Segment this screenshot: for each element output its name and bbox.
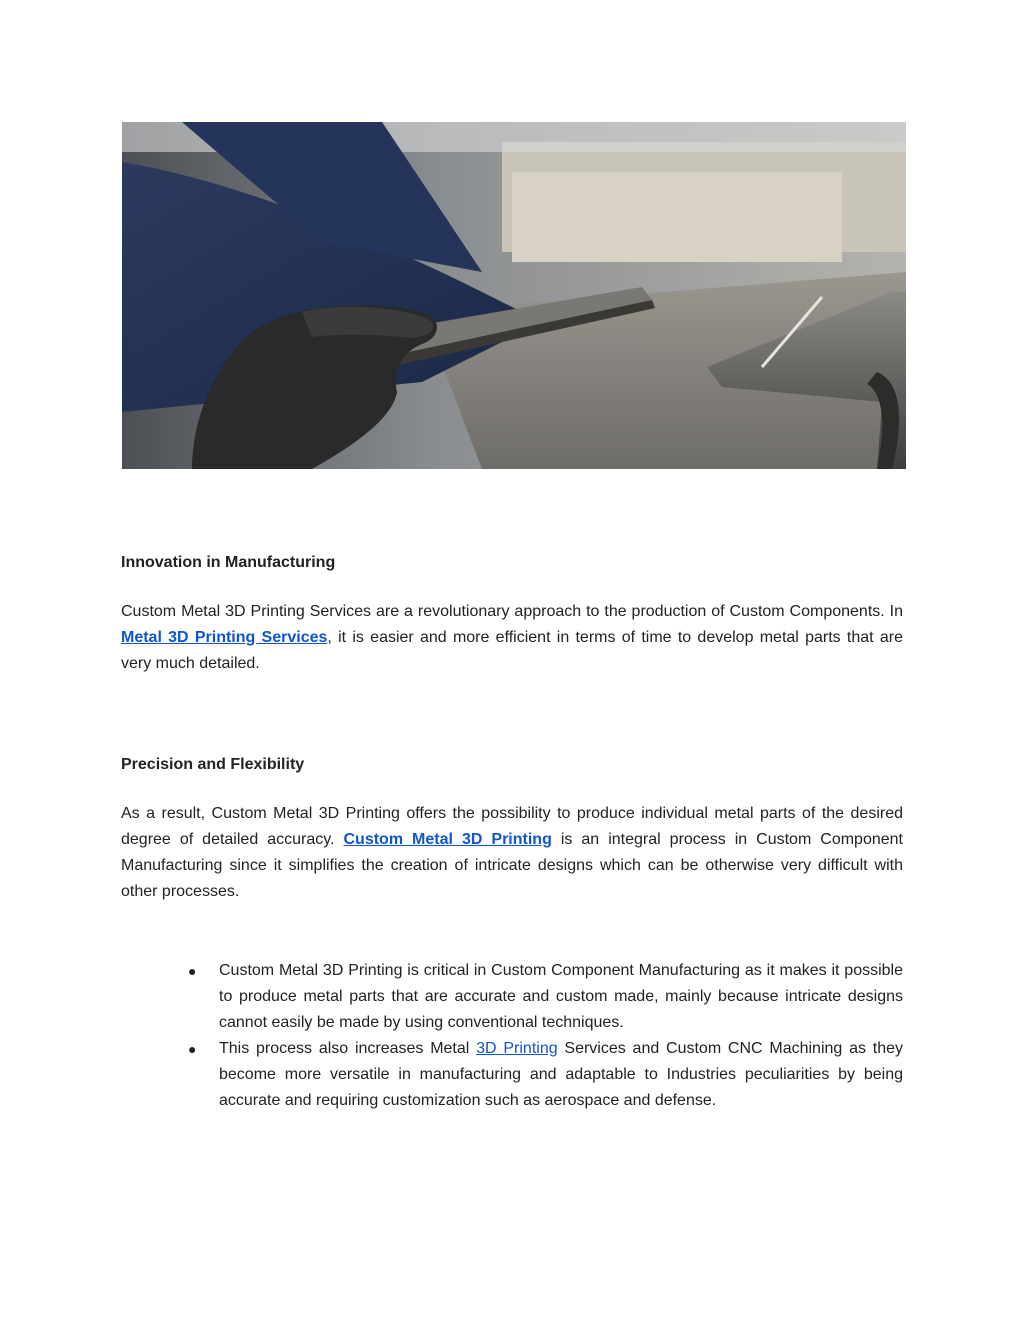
bullet-icon: ● xyxy=(188,963,197,979)
paragraph-text: is an integral process in Custom Component Manufacturing since it simplifies the creation of intricate designs which can be otherwise very difficult with other processes. xyxy=(121,831,903,900)
paragraph-precision xyxy=(121,801,903,905)
custom-metal-3d-printing-link[interactable]: Custom Metal 3D Printing xyxy=(343,831,552,848)
list-item xyxy=(188,958,903,1036)
list-item-text-part: Services and Custom CNC Machining as they become more versatile in manufacturing and adaptable to Industries peculiarities by being accurate and requiring customization such as aerospace and defense. xyxy=(219,1040,904,1109)
section-heading-precision: Precision and Flexibility xyxy=(121,756,305,773)
list-item-text: Custom Metal 3D Printing is critical in Custom Component Manufacturing as it makes it possible to produce metal parts that are accurate and custom made, mainly because intricate designs cannot easily be made by using conventional techniques. xyxy=(219,962,903,1031)
hero-image xyxy=(122,122,906,469)
bullet-icon: ● xyxy=(188,1041,197,1057)
paragraph-text: As a result, Custom Metal 3D Printing offers the possibility to produce individual metal parts of the desired degree of detailed accuracy. xyxy=(121,805,903,848)
section-heading-innovation: Innovation in Manufacturing xyxy=(121,554,336,571)
list-item-text xyxy=(219,1036,903,1114)
bullet-list xyxy=(188,958,903,1114)
list-item xyxy=(188,1036,903,1114)
metal-fabrication-photo-icon xyxy=(122,122,906,469)
3d-printing-link[interactable]: 3D Printing xyxy=(476,1040,558,1057)
paragraph-text: , it is easier and more efficient in terms of time to develop metal parts that are very much detailed. xyxy=(121,629,904,672)
list-item-text-part: This process also increases Metal xyxy=(219,1040,477,1057)
paragraph-innovation xyxy=(121,599,903,677)
paragraph-text: Custom Metal 3D Printing Services are a revolutionary approach to the production of Custom Components. In xyxy=(121,603,903,620)
metal-3d-printing-services-link[interactable]: Metal 3D Printing Services xyxy=(121,629,328,646)
